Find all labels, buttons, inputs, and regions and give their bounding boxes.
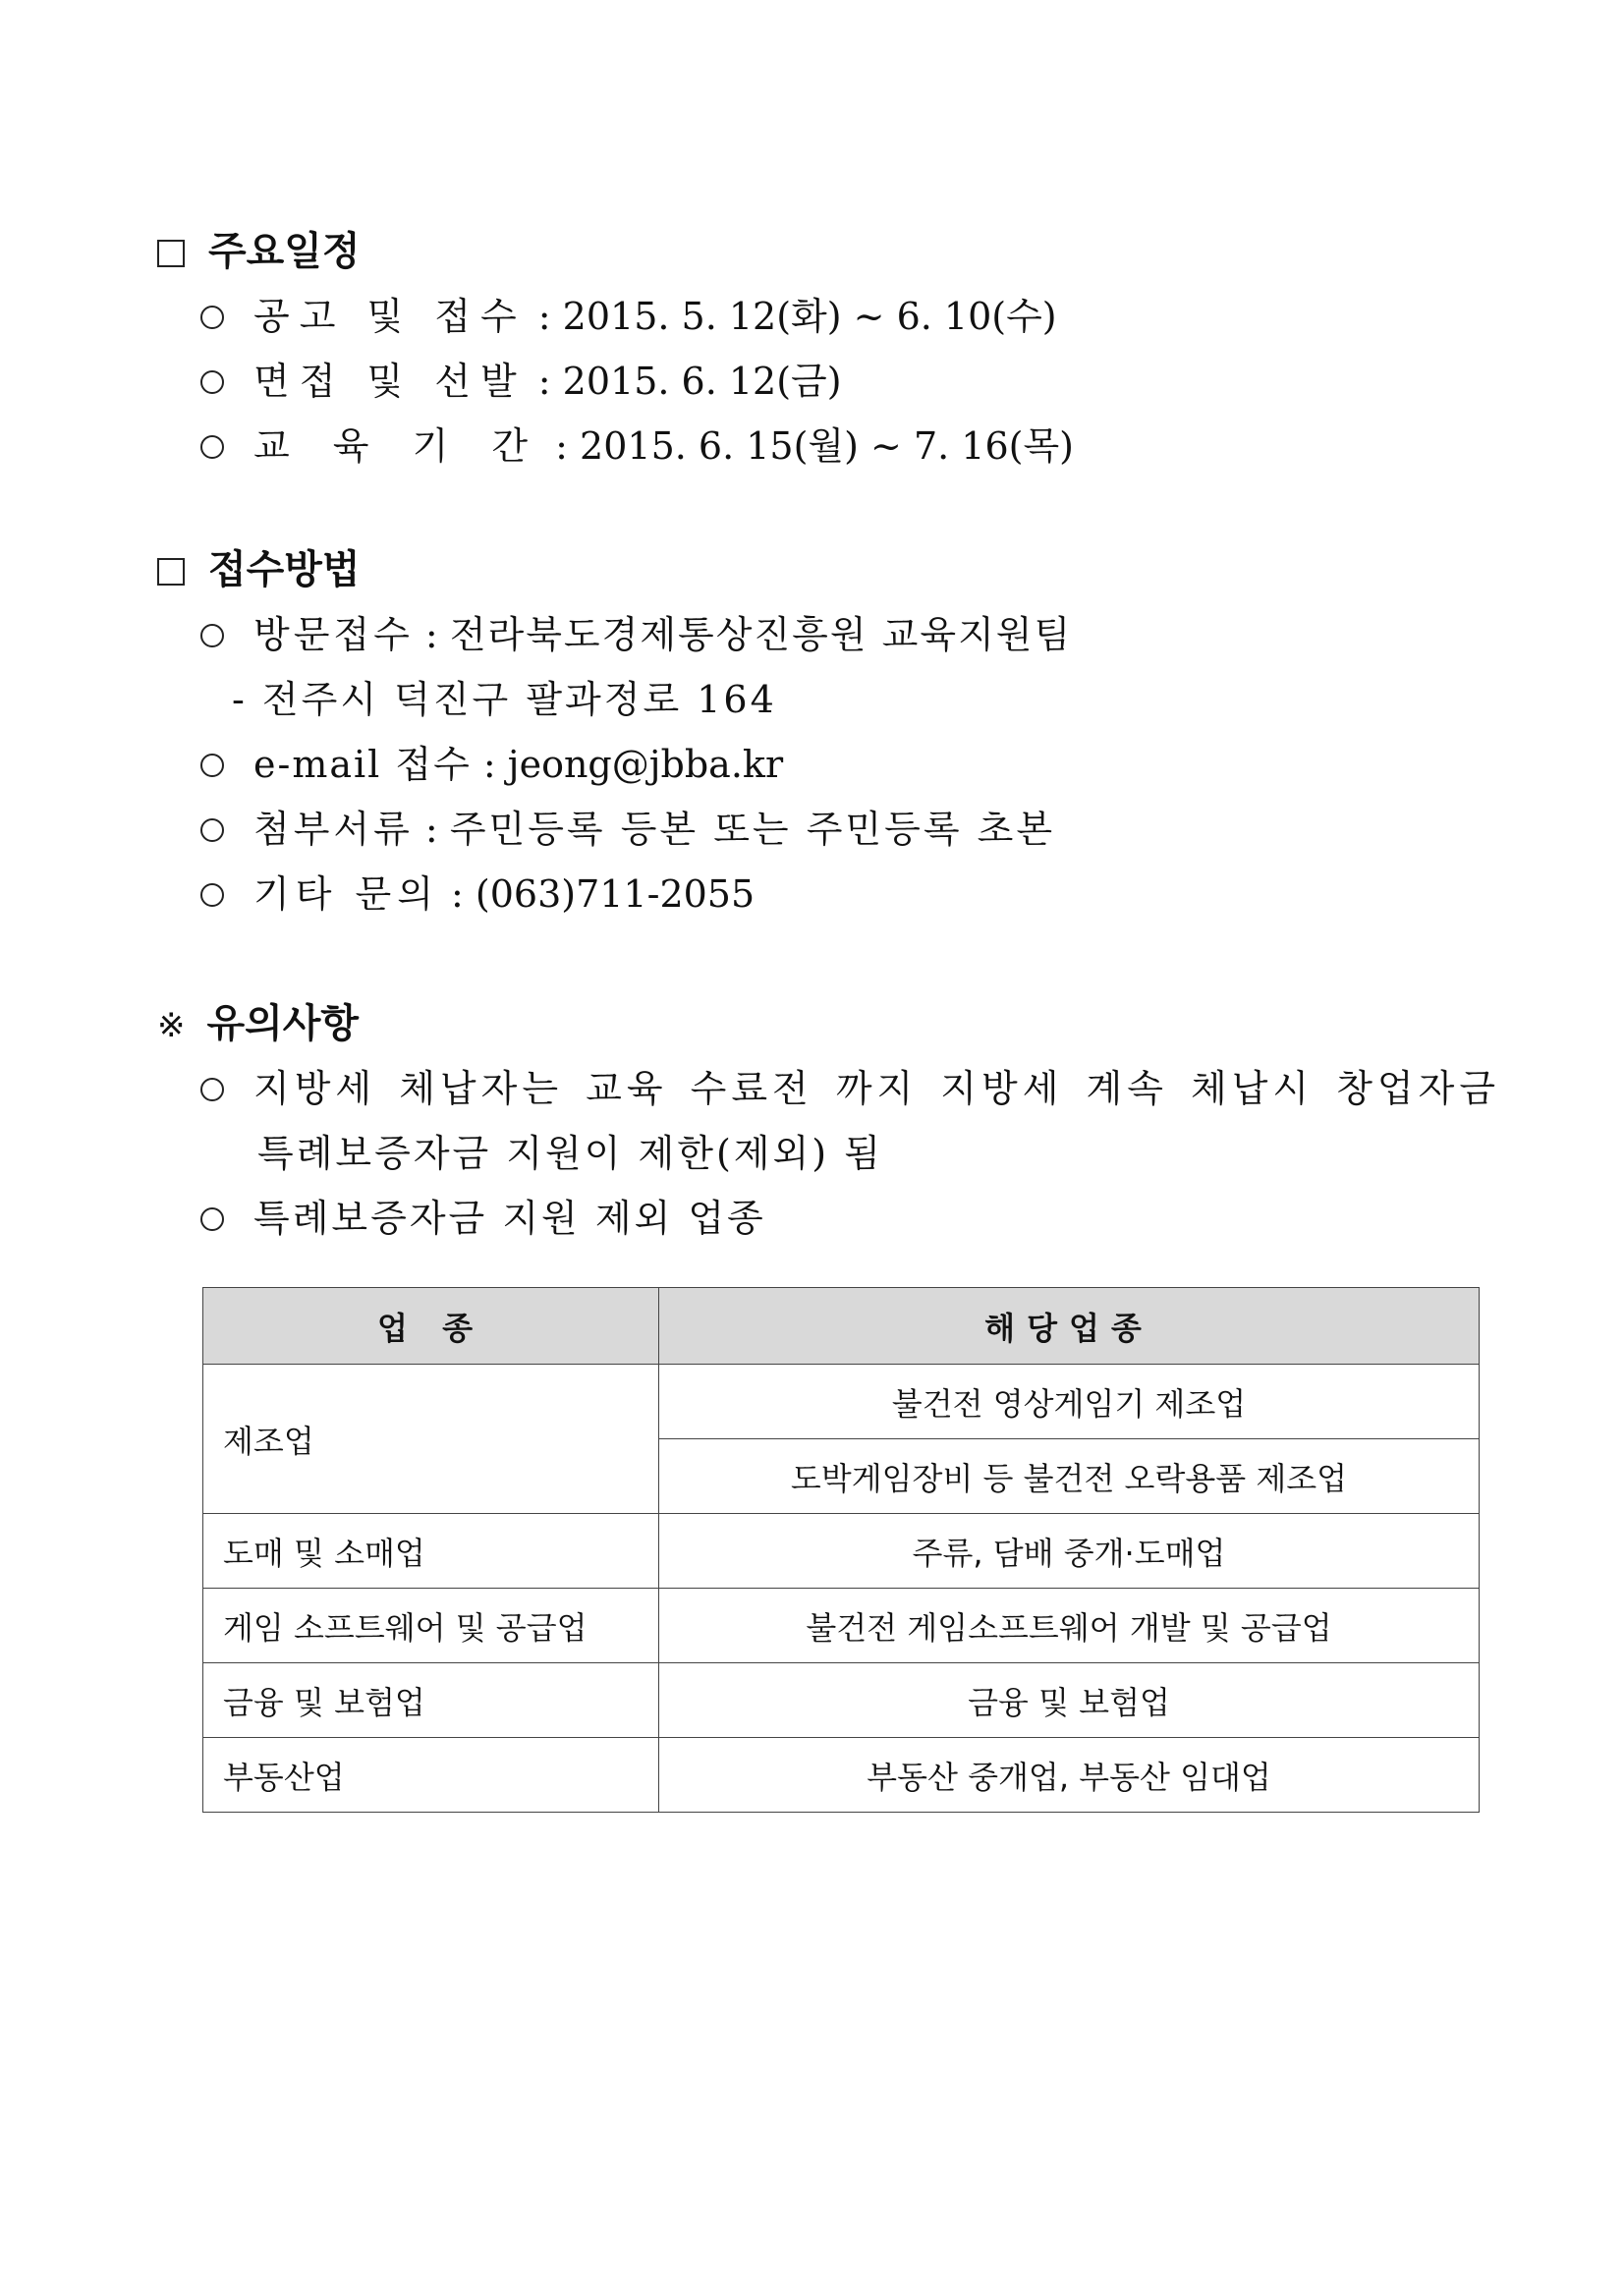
schedule-item xyxy=(200,422,1074,470)
notes-item xyxy=(200,1065,1500,1112)
circle-bullet-icon xyxy=(200,754,224,777)
notes-item-continuation xyxy=(257,1130,883,1177)
section-title-application xyxy=(157,546,361,593)
table-row xyxy=(203,1589,1480,1663)
application-item xyxy=(200,741,783,788)
separator: : xyxy=(413,808,450,851)
table-header-category: 업 종 xyxy=(203,1288,659,1365)
table-cell-category: 부동산업 xyxy=(203,1738,659,1813)
section-title-text: 유의사항 xyxy=(206,1001,360,1046)
application-item-label: 기타 문의 xyxy=(253,872,439,916)
table-cell-category: 도매 및 소매업 xyxy=(203,1514,659,1589)
application-item-label: 방문접수 xyxy=(253,613,414,656)
application-address xyxy=(232,676,777,723)
table-header-row xyxy=(203,1288,1480,1365)
circle-bullet-icon xyxy=(200,306,224,329)
separator: : xyxy=(526,295,563,338)
separator: : xyxy=(471,743,508,786)
application-item-label: e-mail 접수 xyxy=(253,743,472,786)
application-item xyxy=(200,870,755,918)
table-row xyxy=(203,1738,1480,1813)
separator: : xyxy=(413,613,450,656)
notes-item-text: 지방세 체납자는 교육 수료전 까지 지방세 계속 체납시 창업자금 xyxy=(253,1067,1501,1110)
section-title-schedule xyxy=(157,228,361,275)
separator: : xyxy=(526,360,563,403)
table-row xyxy=(203,1365,1480,1439)
table-header-items: 해당업종 xyxy=(659,1288,1480,1365)
table-cell-category: 게임 소프트웨어 및 공급업 xyxy=(203,1589,659,1663)
table-cell-category: 제조업 xyxy=(203,1365,659,1514)
schedule-item xyxy=(200,293,1057,340)
excluded-industries-table xyxy=(202,1287,1480,1813)
application-item-label: 첨부서류 xyxy=(253,808,414,851)
circle-bullet-icon xyxy=(200,1078,224,1101)
schedule-item-label: 면접 및 선발 xyxy=(253,360,527,403)
schedule-item-label: 공고 및 접수 xyxy=(253,295,527,338)
section-title-text: 주요일정 xyxy=(208,229,361,274)
circle-bullet-icon xyxy=(200,624,224,647)
email-link[interactable]: jeong@jbba.kr xyxy=(507,743,784,786)
application-item-value: 전라북도경제통상진흥원 교육지원팀 xyxy=(449,613,1073,656)
application-item xyxy=(200,806,1055,853)
table-cell-category: 금융 및 보험업 xyxy=(203,1663,659,1738)
separator: : xyxy=(543,424,581,468)
notes-item-text: 특례보증자금 지원 제외 업종 xyxy=(253,1197,766,1240)
schedule-item-value: 2015. 5. 12(화) ~ 6. 10(수) xyxy=(562,295,1057,338)
table-cell-item: 주류, 담배 중개·도매업 xyxy=(659,1514,1480,1589)
circle-bullet-icon xyxy=(200,1207,224,1231)
section-title-notes xyxy=(157,1000,359,1049)
notes-item-cont-text: 특례보증자금 지원이 제한(제외) 됨 xyxy=(257,1132,883,1175)
table-cell-item: 불건전 영상게임기 제조업 xyxy=(659,1365,1480,1439)
schedule-item-label: 교 육 기 간 xyxy=(253,424,544,468)
phone-number: (063)711-2055 xyxy=(475,872,756,916)
checkbox-square-icon xyxy=(157,558,185,586)
circle-bullet-icon xyxy=(200,883,224,907)
separator: : xyxy=(438,872,476,916)
table-row xyxy=(203,1663,1480,1738)
notes-item xyxy=(200,1195,766,1242)
table-cell-item: 금융 및 보험업 xyxy=(659,1663,1480,1738)
table-row xyxy=(203,1514,1480,1589)
table-cell-item: 부동산 중개업, 부동산 임대업 xyxy=(659,1738,1480,1813)
checkbox-square-icon xyxy=(157,240,185,267)
section-title-text: 접수방법 xyxy=(208,547,361,592)
circle-bullet-icon xyxy=(200,370,224,394)
schedule-item-value: 2015. 6. 15(월) ~ 7. 16(목) xyxy=(580,424,1075,468)
table-cell-item: 불건전 게임소프트웨어 개발 및 공급업 xyxy=(659,1589,1480,1663)
circle-bullet-icon xyxy=(200,818,224,842)
reference-mark-icon: ※ xyxy=(157,1006,186,1045)
table-cell-item: 도박게임장비 등 불건전 오락용품 제조업 xyxy=(659,1439,1480,1514)
schedule-item xyxy=(200,358,842,405)
circle-bullet-icon xyxy=(200,435,224,459)
application-item-value: 주민등록 등본 또는 주민등록 초본 xyxy=(449,808,1056,851)
address-text: - 전주시 덕진구 팔과정로 164 xyxy=(232,678,777,721)
application-item xyxy=(200,611,1072,658)
schedule-item-value: 2015. 6. 12(금) xyxy=(562,360,842,403)
